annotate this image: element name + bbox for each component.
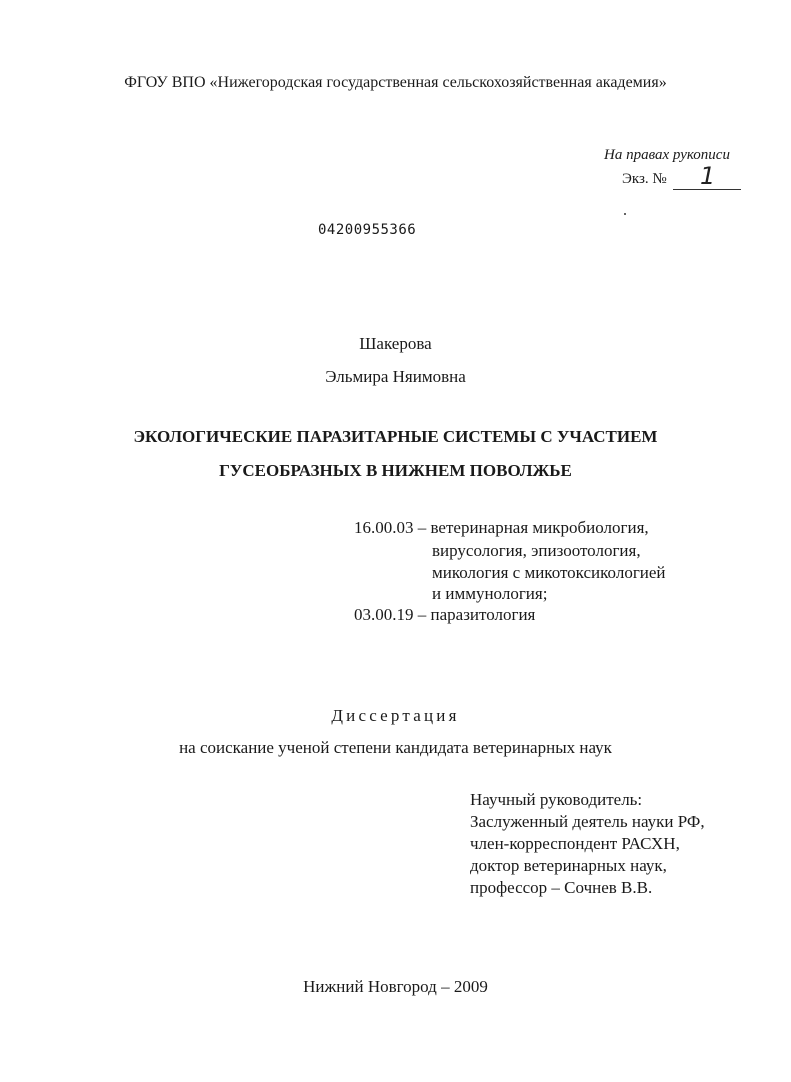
author-surname: Шакерова xyxy=(359,334,432,353)
institution-name: ФГОУ ВПО «Нижегородская государственная сельскохозяйственная академия» xyxy=(124,74,667,91)
thesis-title-line-1: ЭКОЛОГИЧЕСКИЕ ПАРАЗИТАРНЫЕ СИСТЕМЫ С УЧАСТИЕМ xyxy=(133,427,658,446)
manuscript-rights-note: На правах рукописи xyxy=(604,147,730,163)
city-year: Нижний Новгород – 2009 xyxy=(303,977,488,996)
advisor-line: Научный руководитель: xyxy=(470,790,643,809)
degree-statement: на соискание ученой степени кандидата ветеринарных наук xyxy=(179,738,612,757)
advisor-line: профессор – Сочнев В.В. xyxy=(470,878,653,897)
copy-number-field xyxy=(622,162,716,190)
copy-number-label: Экз. № xyxy=(622,171,667,187)
specialty-line: микология с микотоксикологией xyxy=(432,563,666,582)
specialty-line: 16.00.03 – ветеринарная микробиология, xyxy=(354,518,649,537)
ink-dot xyxy=(624,213,626,215)
copy-number-handwritten: 1 xyxy=(700,162,716,190)
work-type: Диссертация xyxy=(331,706,460,725)
thesis-title-line-2: ГУСЕОБРАЗНЫХ В НИЖНЕМ ПОВОЛЖЬЕ xyxy=(219,461,572,480)
advisor-line: член-корреспондент РАСХН, xyxy=(470,834,680,853)
specialty-line: вирусология, эпизоотология, xyxy=(432,541,641,560)
advisor-line: доктор ветеринарных наук, xyxy=(470,856,667,875)
advisor-line: Заслуженный деятель науки РФ, xyxy=(470,812,705,831)
library-barcode-number: 04200955366 xyxy=(318,222,417,238)
author-given-names: Эльмира Няимовна xyxy=(325,367,466,386)
specialty-line: и иммунология; xyxy=(432,584,548,603)
specialty-line: 03.00.19 – паразитология xyxy=(354,605,536,624)
